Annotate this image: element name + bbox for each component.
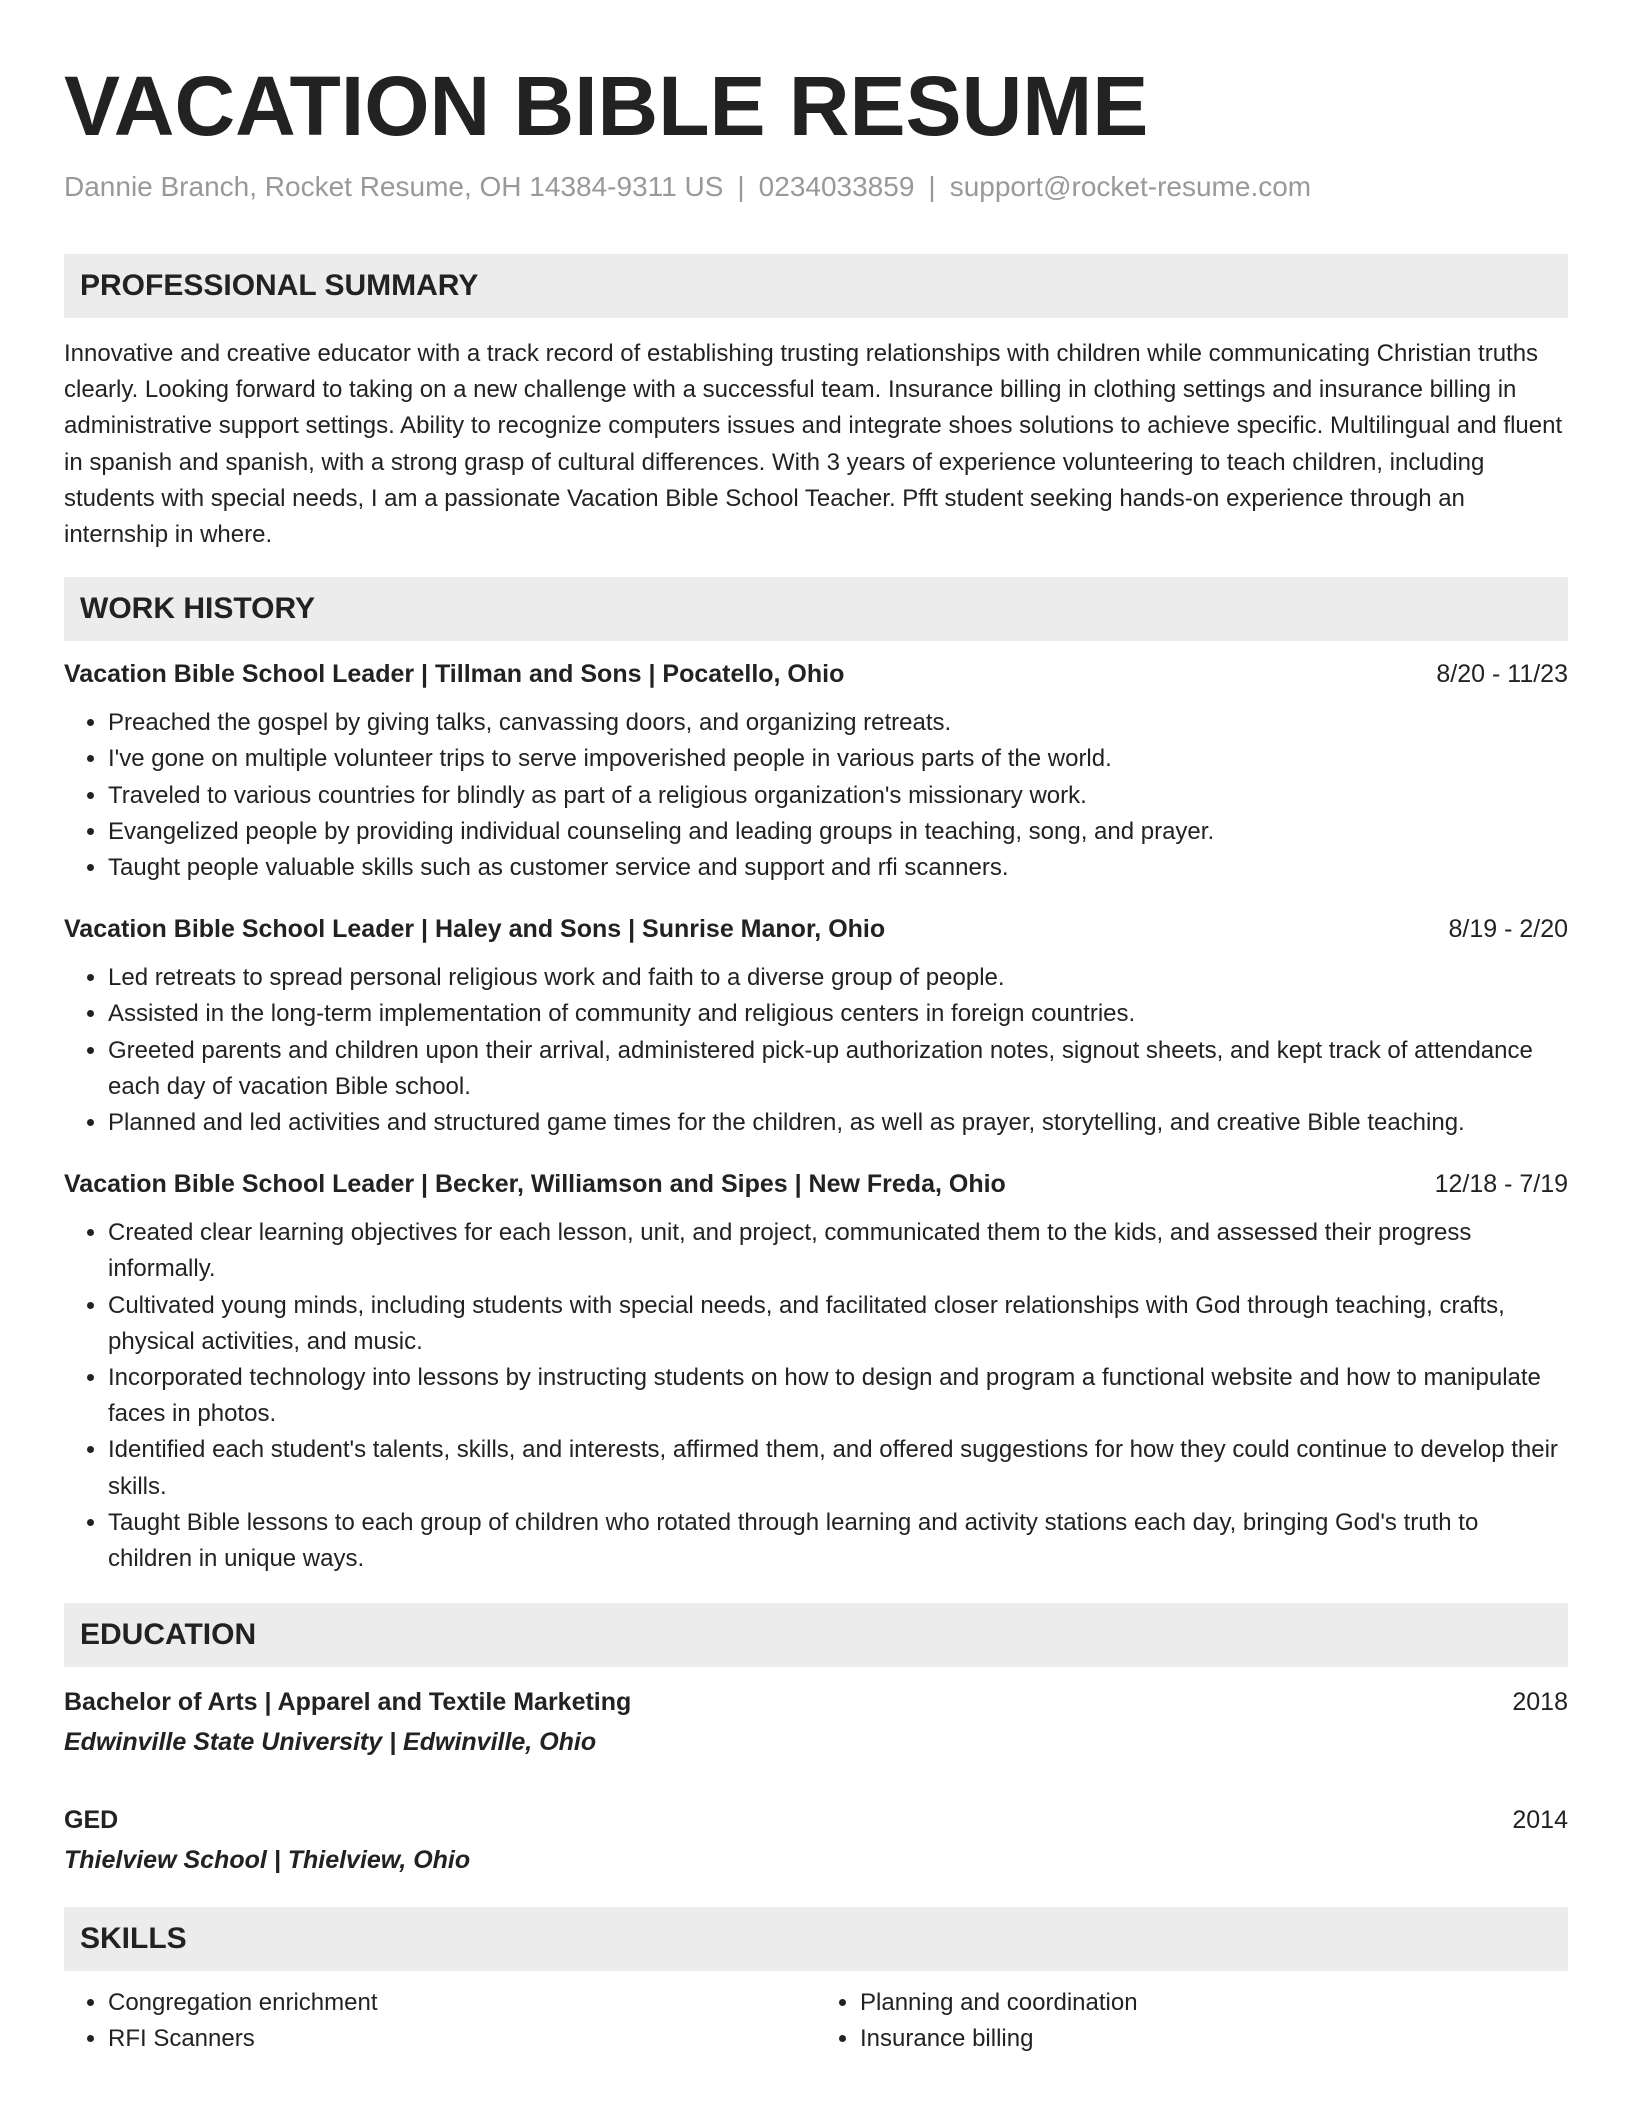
education-header: [64, 1803, 1568, 1837]
education-header: [64, 1685, 1568, 1719]
job-bullet: • Assisted in the long-term implementation of community and religious centers in foreign countries.: [108, 996, 1568, 1032]
skill-item: • Planning and coordination: [860, 1985, 1568, 2021]
skill-item: • Congregation enrichment: [108, 1985, 816, 2021]
education-degree: Bachelor of Arts | Apparel and Textile Marketing: [64, 1688, 632, 1717]
job-bullet: • Identified each student's talents, skills, and interests, affirmed them, and offered suggestions for how they could continue to develop their skills.: [108, 1432, 1568, 1504]
job-bullet-list: [64, 705, 1568, 886]
job-bullet: • Greeted parents and children upon their arrival, administered pick-up authorization notes, signout sheets, and kept track of attendance each day of vacation Bible school.: [108, 1033, 1568, 1105]
job-bullet: • Taught Bible lessons to each group of children who rotated through learning and activity stations each day, bringing God's truth to children in unique ways.: [108, 1505, 1568, 1577]
section-heading-education: EDUCATION: [64, 1603, 1568, 1667]
job-bullet: • Evangelized people by providing individual counseling and leading groups in teaching, song, and prayer.: [108, 814, 1568, 850]
contact-separator: |: [737, 171, 745, 202]
contact-line: [64, 170, 1568, 204]
skills-column-right: [816, 1985, 1568, 2057]
skill-item: • RFI Scanners: [108, 2021, 816, 2057]
job-bullet-list: [64, 1215, 1568, 1577]
job-bullet: • Planned and led activities and structured game times for the children, as well as prayer, storytelling, and creative Bible teaching.: [108, 1105, 1568, 1141]
education-entry: [64, 1685, 1568, 1759]
skill-item: • Insurance billing: [860, 2021, 1568, 2057]
contact-separator: |: [928, 171, 936, 202]
skills-list: [64, 1985, 816, 2057]
job-bullet: • Created clear learning objectives for each lesson, unit, and project, communicated them to the kids, and assessed their progress informally.: [108, 1215, 1568, 1287]
job-header: [64, 1167, 1568, 1201]
job-title: Vacation Bible School Leader | Haley and Sons | Sunrise Manor, Ohio: [64, 915, 886, 944]
job-bullet: • Traveled to various countries for blindly as part of a religious organization's missionary work.: [108, 778, 1568, 814]
skills-grid: [64, 1985, 1568, 2057]
job-title: Vacation Bible School Leader | Tillman and Sons | Pocatello, Ohio: [64, 660, 845, 689]
job-bullet: • Preached the gospel by giving talks, canvassing doors, and organizing retreats.: [108, 705, 1568, 741]
skills-column-left: [64, 1985, 816, 2057]
contact-phone: 0234033859: [758, 171, 915, 202]
job-bullet: • Taught people valuable skills such as customer service and support and rfi scanners.: [108, 850, 1568, 886]
education-degree: GED: [64, 1806, 119, 1835]
job-bullet: • Incorporated technology into lessons by instructing students on how to design and program a functional website and how to manipulate faces in photos.: [108, 1360, 1568, 1432]
job-dates: 8/19 - 2/20: [1448, 915, 1568, 944]
skills-list: [816, 1985, 1568, 2057]
education-school: Edwinville State University | Edwinville, Ohio: [64, 1728, 597, 1757]
job-bullet: • I've gone on multiple volunteer trips to serve impoverished people in various parts of the world.: [108, 741, 1568, 777]
job-header: [64, 657, 1568, 691]
job-title: Vacation Bible School Leader | Becker, Williamson and Sipes | New Freda, Ohio: [64, 1170, 1006, 1199]
education-entry: [64, 1803, 1568, 1877]
contact-email: support@rocket-resume.com: [949, 171, 1312, 202]
section-heading-skills: SKILLS: [64, 1907, 1568, 1971]
job-header: [64, 912, 1568, 946]
education-year: 2018: [1512, 1688, 1568, 1717]
summary-text: Innovative and creative educator with a track record of establishing trusting relationships with children while communicating Christian truths clearly. Looking forward to taking on a new challenge with a successful team. Insurance billing in clothing settings and insurance billing in administrative support settings. Ability to recognize computers issues and integrate shoes solutions to achieve specific. Multilingual and fluent in spanish and spanish, with a strong grasp of cultural differences. With 3 years of experience volunteering to teach children, including students with special needs, I am a passionate Vacation Bible School Teacher. Pfft student seeking hands-on experience through an internship in where.: [64, 340, 1563, 549]
job-dates: 12/18 - 7/19: [1434, 1170, 1568, 1199]
job-bullet: • Led retreats to spread personal religious work and faith to a diverse group of people.: [108, 960, 1568, 996]
job-dates: 8/20 - 11/23: [1436, 660, 1568, 689]
education-school: Thielview School | Thielview, Ohio: [64, 1846, 471, 1875]
job-entry: [64, 1167, 1568, 1577]
job-bullet-list: [64, 960, 1568, 1141]
job-entry: [64, 657, 1568, 886]
job-entry: [64, 912, 1568, 1141]
section-heading-summary: PROFESSIONAL SUMMARY: [64, 254, 1568, 318]
job-bullet: • Cultivated young minds, including students with special needs, and facilitated closer relationships with God through teaching, crafts, physical activities, and music.: [108, 1288, 1568, 1360]
section-heading-work-history: WORK HISTORY: [64, 577, 1568, 641]
resume-name: VACATION BIBLE RESUME: [64, 59, 1149, 153]
contact-address: Dannie Branch, Rocket Resume, OH 14384-9311 US: [64, 171, 724, 202]
education-year: 2014: [1512, 1806, 1568, 1835]
